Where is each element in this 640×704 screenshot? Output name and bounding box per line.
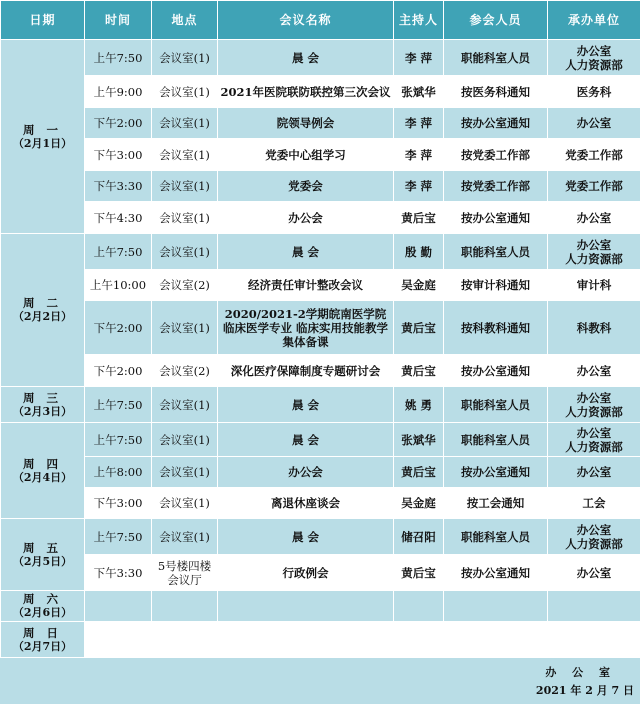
host-cell: 黄后宝 — [394, 457, 444, 488]
participants-cell: 按党委工作部 — [444, 139, 548, 171]
day-date: （2月2日） — [12, 310, 73, 323]
unit-cell: 办公室 — [548, 555, 640, 591]
host-cell: 张斌华 — [394, 423, 444, 457]
participants-cell — [444, 622, 548, 658]
place-cell: 会议室(1) — [152, 457, 218, 488]
footer — [536, 664, 634, 700]
host-cell: 李 萍 — [394, 139, 444, 171]
day-name: 周 二 — [22, 296, 62, 310]
time-cell: 上午7:50 — [85, 234, 152, 270]
unit-cell: 办公室 — [548, 202, 640, 234]
table-row — [1, 555, 640, 591]
table-row — [1, 40, 640, 76]
day-cell — [1, 423, 85, 519]
place-cell: 会议室(1) — [152, 202, 218, 234]
participants-cell: 职能科室人员 — [444, 423, 548, 457]
host-cell: 张斌华 — [394, 76, 444, 108]
host-cell — [394, 622, 444, 658]
host-cell: 姚 勇 — [394, 387, 444, 423]
time-cell: 下午3:00 — [85, 488, 152, 519]
schedule-body — [1, 40, 640, 658]
day-name: 周 六 — [22, 592, 62, 606]
day-name: 周 五 — [22, 540, 62, 555]
table-row — [1, 171, 640, 202]
table-row — [1, 355, 640, 387]
host-cell: 李 萍 — [394, 108, 444, 139]
meeting-cell: 晨 会 — [218, 40, 394, 76]
place-cell: 会议室(2) — [152, 270, 218, 301]
day-cell — [1, 387, 85, 423]
meeting-cell: 经济责任审计整改会议 — [218, 270, 394, 301]
place-cell: 会议室(1) — [152, 387, 218, 423]
unit-cell: 办公室 人力资源部 — [548, 423, 640, 457]
table-row — [1, 270, 640, 301]
time-cell: 上午9:00 — [85, 76, 152, 108]
day-name: 周 四 — [22, 456, 62, 471]
table-row — [1, 139, 640, 171]
meeting-cell: 党委中心组学习 — [218, 139, 394, 171]
table-row — [1, 423, 640, 457]
place-cell: 会议室(1) — [152, 171, 218, 202]
unit-cell: 办公室 — [548, 355, 640, 387]
unit-cell: 办公室 — [548, 457, 640, 488]
day-cell — [1, 591, 85, 622]
unit-cell — [548, 622, 640, 658]
time-cell: 下午3:30 — [85, 555, 152, 591]
place-cell — [152, 591, 218, 622]
time-cell: 下午3:00 — [85, 139, 152, 171]
table-row — [1, 202, 640, 234]
day-date: （2月1日） — [12, 136, 73, 150]
unit-cell: 工会 — [548, 488, 640, 519]
place-cell: 会议室(1) — [152, 108, 218, 139]
time-cell: 上午10:00 — [85, 270, 152, 301]
time-cell: 上午7:50 — [85, 387, 152, 423]
table-row — [1, 234, 640, 270]
host-cell: 殷 勤 — [394, 234, 444, 270]
participants-cell: 按办公室通知 — [444, 457, 548, 488]
header-meeting: 会议名称 — [218, 1, 394, 40]
place-cell: 会议室(1) — [152, 488, 218, 519]
participants-cell — [444, 591, 548, 622]
meeting-cell: 2021年医院联防联控第三次会议 — [218, 76, 394, 108]
meeting-cell: 办公会 — [218, 202, 394, 234]
meeting-cell: 晨 会 — [218, 519, 394, 555]
participants-cell: 按党委工作部 — [444, 171, 548, 202]
place-cell: 5号楼四楼会议厅 — [152, 555, 218, 591]
table-row — [1, 457, 640, 488]
day-date: （2月4日） — [12, 470, 73, 484]
header-date: 日期 — [1, 1, 85, 40]
header-unit: 承办单位 — [548, 1, 640, 40]
participants-cell: 按工会通知 — [444, 488, 548, 519]
table-row — [1, 488, 640, 519]
footer-office: 办 公 室 — [545, 666, 616, 679]
day-date: （2月3日） — [12, 404, 73, 418]
place-cell: 会议室(1) — [152, 40, 218, 76]
time-cell — [85, 591, 152, 622]
participants-cell: 按办公室通知 — [444, 108, 548, 139]
meeting-cell: 党委会 — [218, 171, 394, 202]
header-place: 地点 — [152, 1, 218, 40]
unit-cell: 办公室 人力资源部 — [548, 519, 640, 555]
meeting-cell: 晨 会 — [218, 423, 394, 457]
meeting-cell: 深化医疗保障制度专题研讨会 — [218, 355, 394, 387]
unit-cell: 党委工作部 — [548, 139, 640, 171]
table-row — [1, 519, 640, 555]
time-cell: 上午7:50 — [85, 423, 152, 457]
participants-cell: 职能科室人员 — [444, 234, 548, 270]
header-time: 时间 — [85, 1, 152, 40]
header-row — [1, 1, 640, 40]
unit-cell: 医务科 — [548, 76, 640, 108]
place-cell: 会议室(1) — [152, 234, 218, 270]
meeting-cell: 院领导例会 — [218, 108, 394, 139]
time-cell: 下午4:30 — [85, 202, 152, 234]
time-cell — [85, 622, 152, 658]
host-cell: 黄后宝 — [394, 202, 444, 234]
time-cell: 上午8:00 — [85, 457, 152, 488]
place-cell: 会议室(2) — [152, 355, 218, 387]
host-cell: 李 萍 — [394, 40, 444, 76]
host-cell: 储召阳 — [394, 519, 444, 555]
day-name: 周 三 — [22, 390, 62, 405]
host-cell: 李 萍 — [394, 171, 444, 202]
time-cell: 下午2:00 — [85, 355, 152, 387]
day-cell — [1, 519, 85, 591]
unit-cell — [548, 591, 640, 622]
meeting-cell: 晨 会 — [218, 387, 394, 423]
unit-cell: 办公室 人力资源部 — [548, 40, 640, 76]
participants-cell: 按医务科通知 — [444, 76, 548, 108]
host-cell: 黄后宝 — [394, 301, 444, 355]
footer-date: 2021 年 2 月 7 日 — [535, 684, 634, 697]
participants-cell: 按办公室通知 — [444, 355, 548, 387]
header-participants: 参会人员 — [444, 1, 548, 40]
meeting-cell — [218, 622, 394, 658]
time-cell: 上午7:50 — [85, 40, 152, 76]
meeting-cell: 办公会 — [218, 457, 394, 488]
day-name: 周 一 — [22, 122, 62, 137]
place-cell: 会议室(1) — [152, 519, 218, 555]
day-cell — [1, 622, 85, 658]
host-cell: 吴金庭 — [394, 270, 444, 301]
table-row — [1, 622, 640, 658]
day-cell — [1, 234, 85, 387]
host-cell — [394, 591, 444, 622]
meeting-cell: 2020/2021-2学期皖南医学院临床医学专业 临床实用技能教学集体备课 — [218, 301, 394, 355]
participants-cell: 按审计科通知 — [444, 270, 548, 301]
unit-cell: 党委工作部 — [548, 171, 640, 202]
host-cell: 吴金庭 — [394, 488, 444, 519]
place-cell: 会议室(1) — [152, 76, 218, 108]
unit-cell: 办公室 人力资源部 — [548, 387, 640, 423]
meeting-cell: 行政例会 — [218, 555, 394, 591]
day-cell — [1, 40, 85, 234]
table-row — [1, 108, 640, 139]
meeting-cell: 离退休座谈会 — [218, 488, 394, 519]
time-cell: 下午3:30 — [85, 171, 152, 202]
unit-cell: 审计科 — [548, 270, 640, 301]
participants-cell: 按办公室通知 — [444, 555, 548, 591]
day-date: （2月7日） — [12, 639, 73, 653]
header-host: 主持人 — [394, 1, 444, 40]
day-date: （2月6日） — [12, 606, 73, 619]
time-cell: 上午7:50 — [85, 519, 152, 555]
time-cell: 下午2:00 — [85, 108, 152, 139]
participants-cell: 职能科室人员 — [444, 40, 548, 76]
place-cell: 会议室(1) — [152, 423, 218, 457]
participants-cell: 按办公室通知 — [444, 202, 548, 234]
meeting-cell — [218, 591, 394, 622]
unit-cell: 办公室 人力资源部 — [548, 234, 640, 270]
place-cell: 会议室(1) — [152, 301, 218, 355]
place-cell — [152, 622, 218, 658]
participants-cell: 职能科室人员 — [444, 387, 548, 423]
table-row — [1, 387, 640, 423]
time-cell: 下午2:00 — [85, 301, 152, 355]
unit-cell: 办公室 — [548, 108, 640, 139]
meeting-cell: 晨 会 — [218, 234, 394, 270]
host-cell: 黄后宝 — [394, 555, 444, 591]
day-name: 周 日 — [22, 625, 62, 640]
participants-cell: 按科教科通知 — [444, 301, 548, 355]
table-row — [1, 76, 640, 108]
table-row — [1, 301, 640, 355]
place-cell: 会议室(1) — [152, 139, 218, 171]
table-row — [1, 591, 640, 622]
unit-cell: 科教科 — [548, 301, 640, 355]
day-date: （2月5日） — [12, 554, 73, 568]
participants-cell: 职能科室人员 — [444, 519, 548, 555]
host-cell: 黄后宝 — [394, 355, 444, 387]
